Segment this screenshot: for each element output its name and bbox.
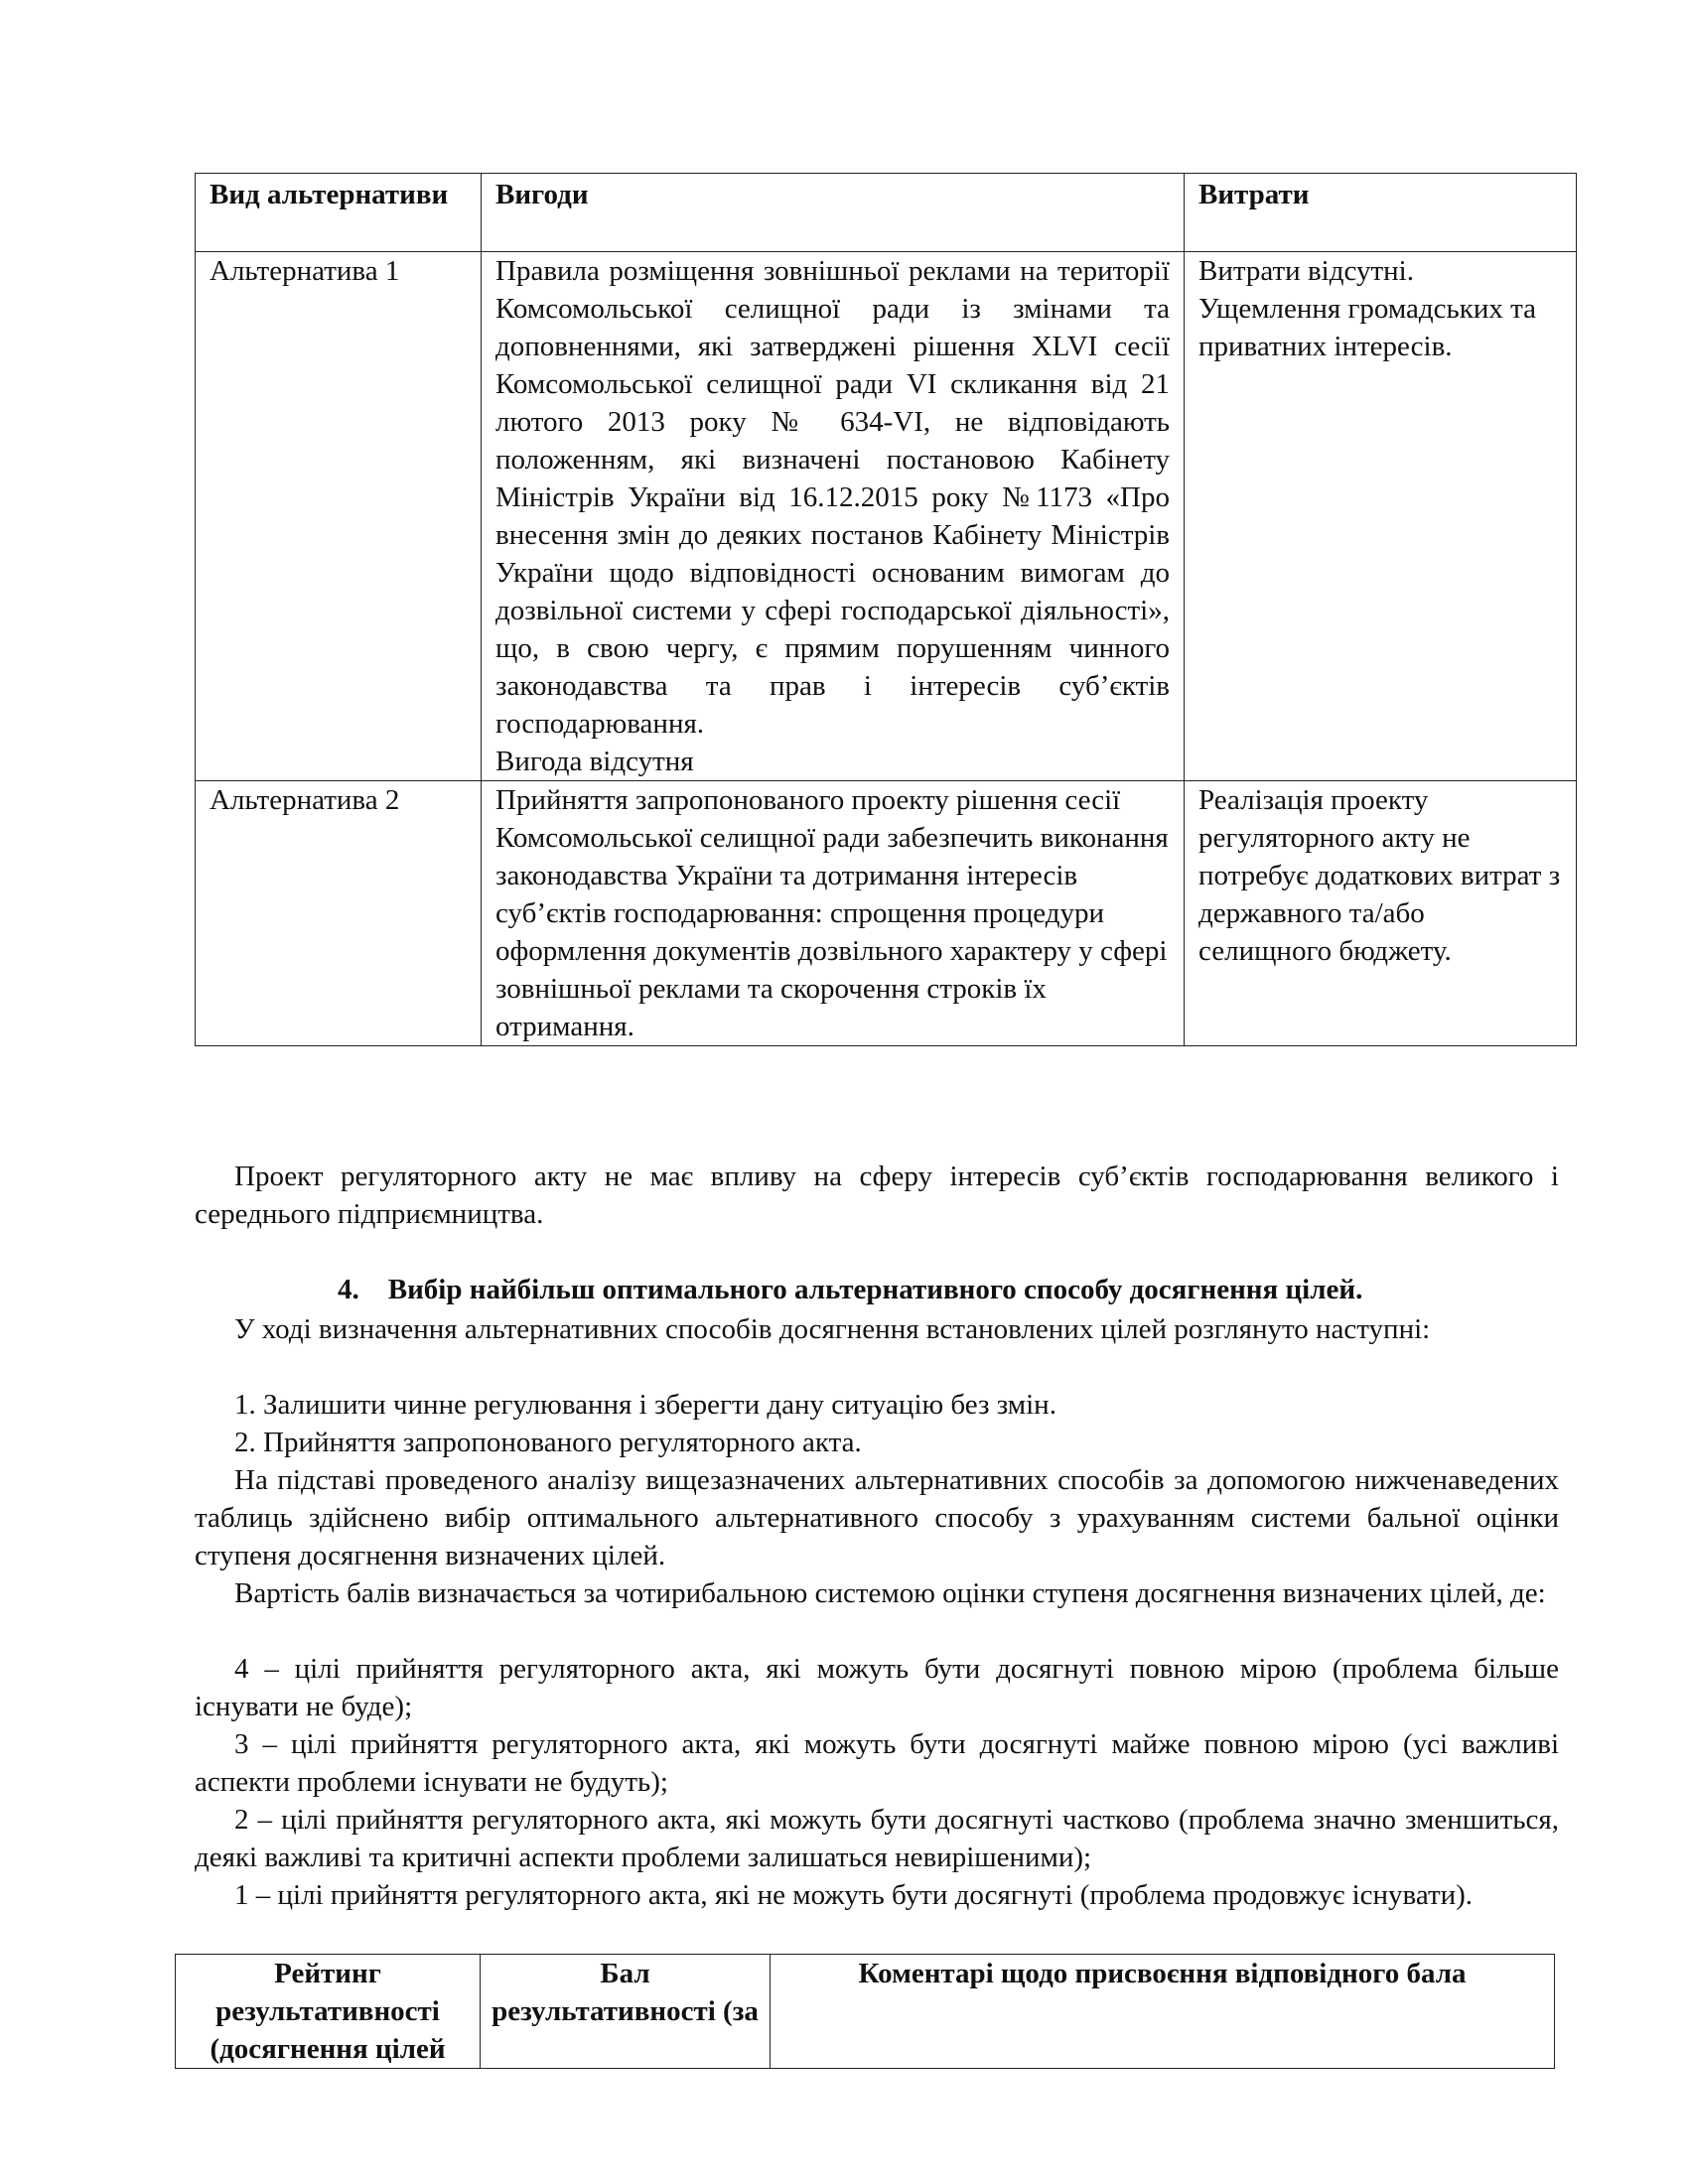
table-header-row — [176, 1955, 1555, 2069]
header-score: Бал результативності (за — [481, 1955, 771, 2069]
list-item-number: 1. — [234, 1389, 256, 1421]
table-header-row — [196, 174, 1577, 252]
score-4-description: 4 – цілі прийняття регуляторного акта, які можуть бути досягнуті повною мірою (проблема більше існувати не буде); — [195, 1653, 1559, 1722]
section-4-heading — [338, 1271, 1362, 1308]
header-costs: Витрати — [1185, 174, 1577, 252]
impact-note: Проект регуляторного акту не має впливу на сферу інтересів суб’єктів господарювання великого і середнього підприємництва. — [195, 1160, 1559, 1230]
scoring-intro: Вартість балів визначається за чотирибальною системою оцінки ступеня досягнення визначених цілей, де: — [234, 1577, 1546, 1609]
alternative-2-type: Альтернатива 2 — [196, 781, 482, 1046]
alternative-1-costs: Витрати відсутні. Ущемлення громадських та приватних інтересів. — [1185, 252, 1577, 781]
section-4-intro: У ході визначення альтернативних способів досягнення встановлених цілей розглянуто наступні: — [234, 1313, 1431, 1345]
alternative-1-type: Альтернатива 1 — [196, 252, 482, 781]
section-4-number: 4. — [338, 1274, 359, 1305]
alternative-1-benefits-note: Вигода відсутня — [495, 746, 694, 777]
list-item-text: Прийняття запропонованого регуляторного акта. — [263, 1427, 862, 1458]
alternatives-table — [195, 173, 1577, 1046]
score-3-description: 3 – цілі прийняття регуляторного акта, які можуть бути досягнуті майже повною мірою (усі важливі аспекти проблеми існувати не будуть); — [195, 1728, 1559, 1798]
alternative-2-benefits: Прийняття запропонованого проекту рішення сесії Комсомольської селищної ради забезпечить виконання законодавства України та дотримання інтересів суб’єктів господарювання: спрощення процедури оформлення документів дозвільного характеру у сфері зовнішньої реклами та скорочення строків їх отримання. — [482, 781, 1185, 1046]
table-row — [196, 781, 1577, 1046]
alternative-2-costs: Реалізація проекту регуляторного акту не потребує додаткових витрат з державного та/або селищного бюджету. — [1185, 781, 1577, 1046]
header-rating: Рейтинг результативності (досягнення цілей — [176, 1955, 481, 2069]
alternative-1-benefits-text: Правила розміщення зовнішньої реклами на території Комсомольської селищної ради із змінами та доповненнями, які затверджені рішення XLVI сесії Комсомольської селищної ради VI скликання від 21 лютого 2013 року № 634-VI, не відповідають положенням, які визначені постановою Кабінету Міністрів України від 16.12.2015 року №1173 «Про внесення змін до деяких постанов Кабінету Міністрів України щодо відповідності основаним вимогам до дозвільної системи у сфері господарської діяльності», що, в свою чергу, є прямим порушенням чинного законодавства та прав і інтересів суб’єктів господарювання. — [495, 255, 1170, 740]
list-item-number: 2. — [234, 1427, 256, 1458]
header-alternative-type: Вид альтернативи — [196, 174, 482, 252]
table-row — [196, 252, 1577, 781]
score-2-description: 2 – цілі прийняття регуляторного акта, які можуть бути досягнуті частково (проблема значно зменшиться, деякі важливі та критичні аспекти проблеми залишаться невирішеними); — [195, 1804, 1559, 1873]
section-4-title: Вибір найбільш оптимального альтернативного способу досягнення цілей. — [387, 1274, 1363, 1305]
analysis-paragraph: На підставі проведеного аналізу вищезазначених альтернативних способів за допомогою нижченаведених таблиць здійснено вибір оптимального альтернативного способу з урахуванням системи бальної оцінки ступеня досягнення визначених цілей. — [195, 1464, 1559, 1571]
alternative-1-benefits — [482, 252, 1185, 781]
rating-table — [175, 1954, 1555, 2069]
list-item — [234, 1386, 1056, 1424]
score-1-description: 1 – цілі прийняття регуляторного акта, які не можуть бути досягнуті (проблема продовжує існувати). — [234, 1879, 1474, 1911]
list-item — [234, 1424, 862, 1461]
header-benefits: Вигоди — [482, 174, 1185, 252]
list-item-text: Залишити чинне регулювання і зберегти дану ситуацію без змін. — [263, 1389, 1056, 1421]
header-comments: Коментарі щодо присвоєння відповідного бала — [771, 1955, 1555, 2069]
